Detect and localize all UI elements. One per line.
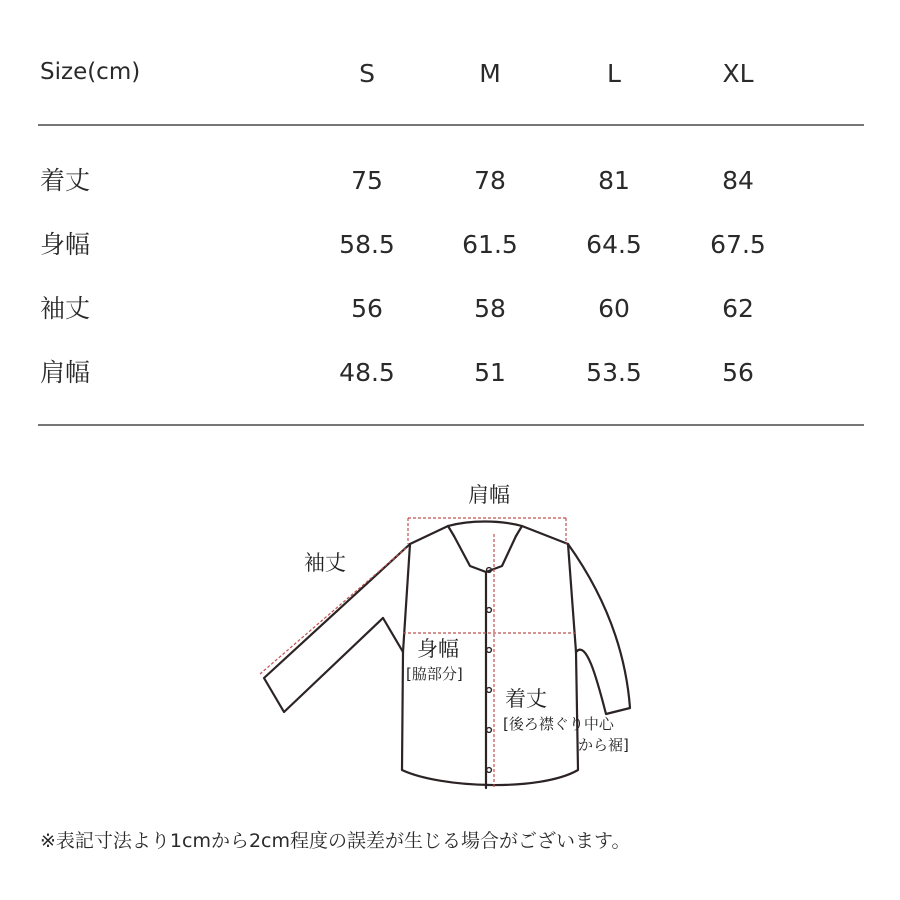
size-header-xl: XL: [722, 59, 754, 88]
table-cell: 61.5: [462, 230, 518, 259]
shirt-button: [487, 688, 492, 693]
shirt-button: [487, 768, 492, 773]
shirt-collar: [454, 536, 516, 572]
table-cell: 56: [722, 358, 754, 387]
size-header-m: M: [479, 59, 501, 88]
table-cell: 75: [351, 166, 383, 195]
table-cell: 60: [598, 294, 630, 323]
diagram-label-chest: 身幅: [417, 637, 459, 661]
row-label-shoulder: 肩幅: [40, 358, 91, 387]
shirt-illustration: [0, 440, 900, 820]
shirt-button: [487, 728, 492, 733]
shirt-collar-band: [448, 522, 522, 537]
shirt-measurement-diagram: [0, 440, 900, 820]
table-cell: 58: [474, 294, 506, 323]
table-cell: 58.5: [339, 230, 395, 259]
header-divider: [38, 124, 864, 126]
table-cell: 64.5: [586, 230, 642, 259]
diagram-note-length-1: [後ろ襟ぐり中心: [503, 715, 614, 733]
shirt-button: [487, 608, 492, 613]
size-table: [0, 0, 900, 430]
table-cell: 84: [722, 166, 754, 195]
size-header-l: L: [607, 59, 621, 88]
shirt-left-underarm: [383, 618, 403, 652]
table-cell: 53.5: [586, 358, 642, 387]
row-label-chest: 身幅: [40, 230, 91, 259]
diagram-label-sleeve: 袖丈: [304, 551, 346, 575]
table-cell: 78: [474, 166, 506, 195]
diagram-note-length-2: から裾]: [578, 736, 629, 754]
shirt-left-shoulder: [410, 526, 448, 544]
shirt-right-shoulder: [522, 526, 568, 544]
diagram-label-length: 着丈: [505, 687, 547, 711]
table-cell: 62: [722, 294, 754, 323]
row-label-length: 着丈: [40, 166, 91, 195]
size-header-s: S: [359, 59, 375, 88]
table-cell: 51: [474, 358, 506, 387]
row-label-sleeve: 袖丈: [40, 294, 91, 323]
diagram-note-chest: [脇部分]: [406, 665, 463, 683]
size-header-label: Size(cm): [40, 59, 141, 85]
shirt-button: [487, 648, 492, 653]
table-cell: 56: [351, 294, 383, 323]
table-cell: 67.5: [710, 230, 766, 259]
measurement-note: ※表記寸法より1cmから2cm程度の誤差が生じる場合がございます。: [40, 830, 631, 852]
table-bottom-divider: [38, 424, 864, 426]
shirt-collar-edge: [448, 526, 454, 536]
diagram-label-shoulder: 肩幅: [468, 483, 510, 507]
table-cell: 81: [598, 166, 630, 195]
table-cell: 48.5: [339, 358, 395, 387]
